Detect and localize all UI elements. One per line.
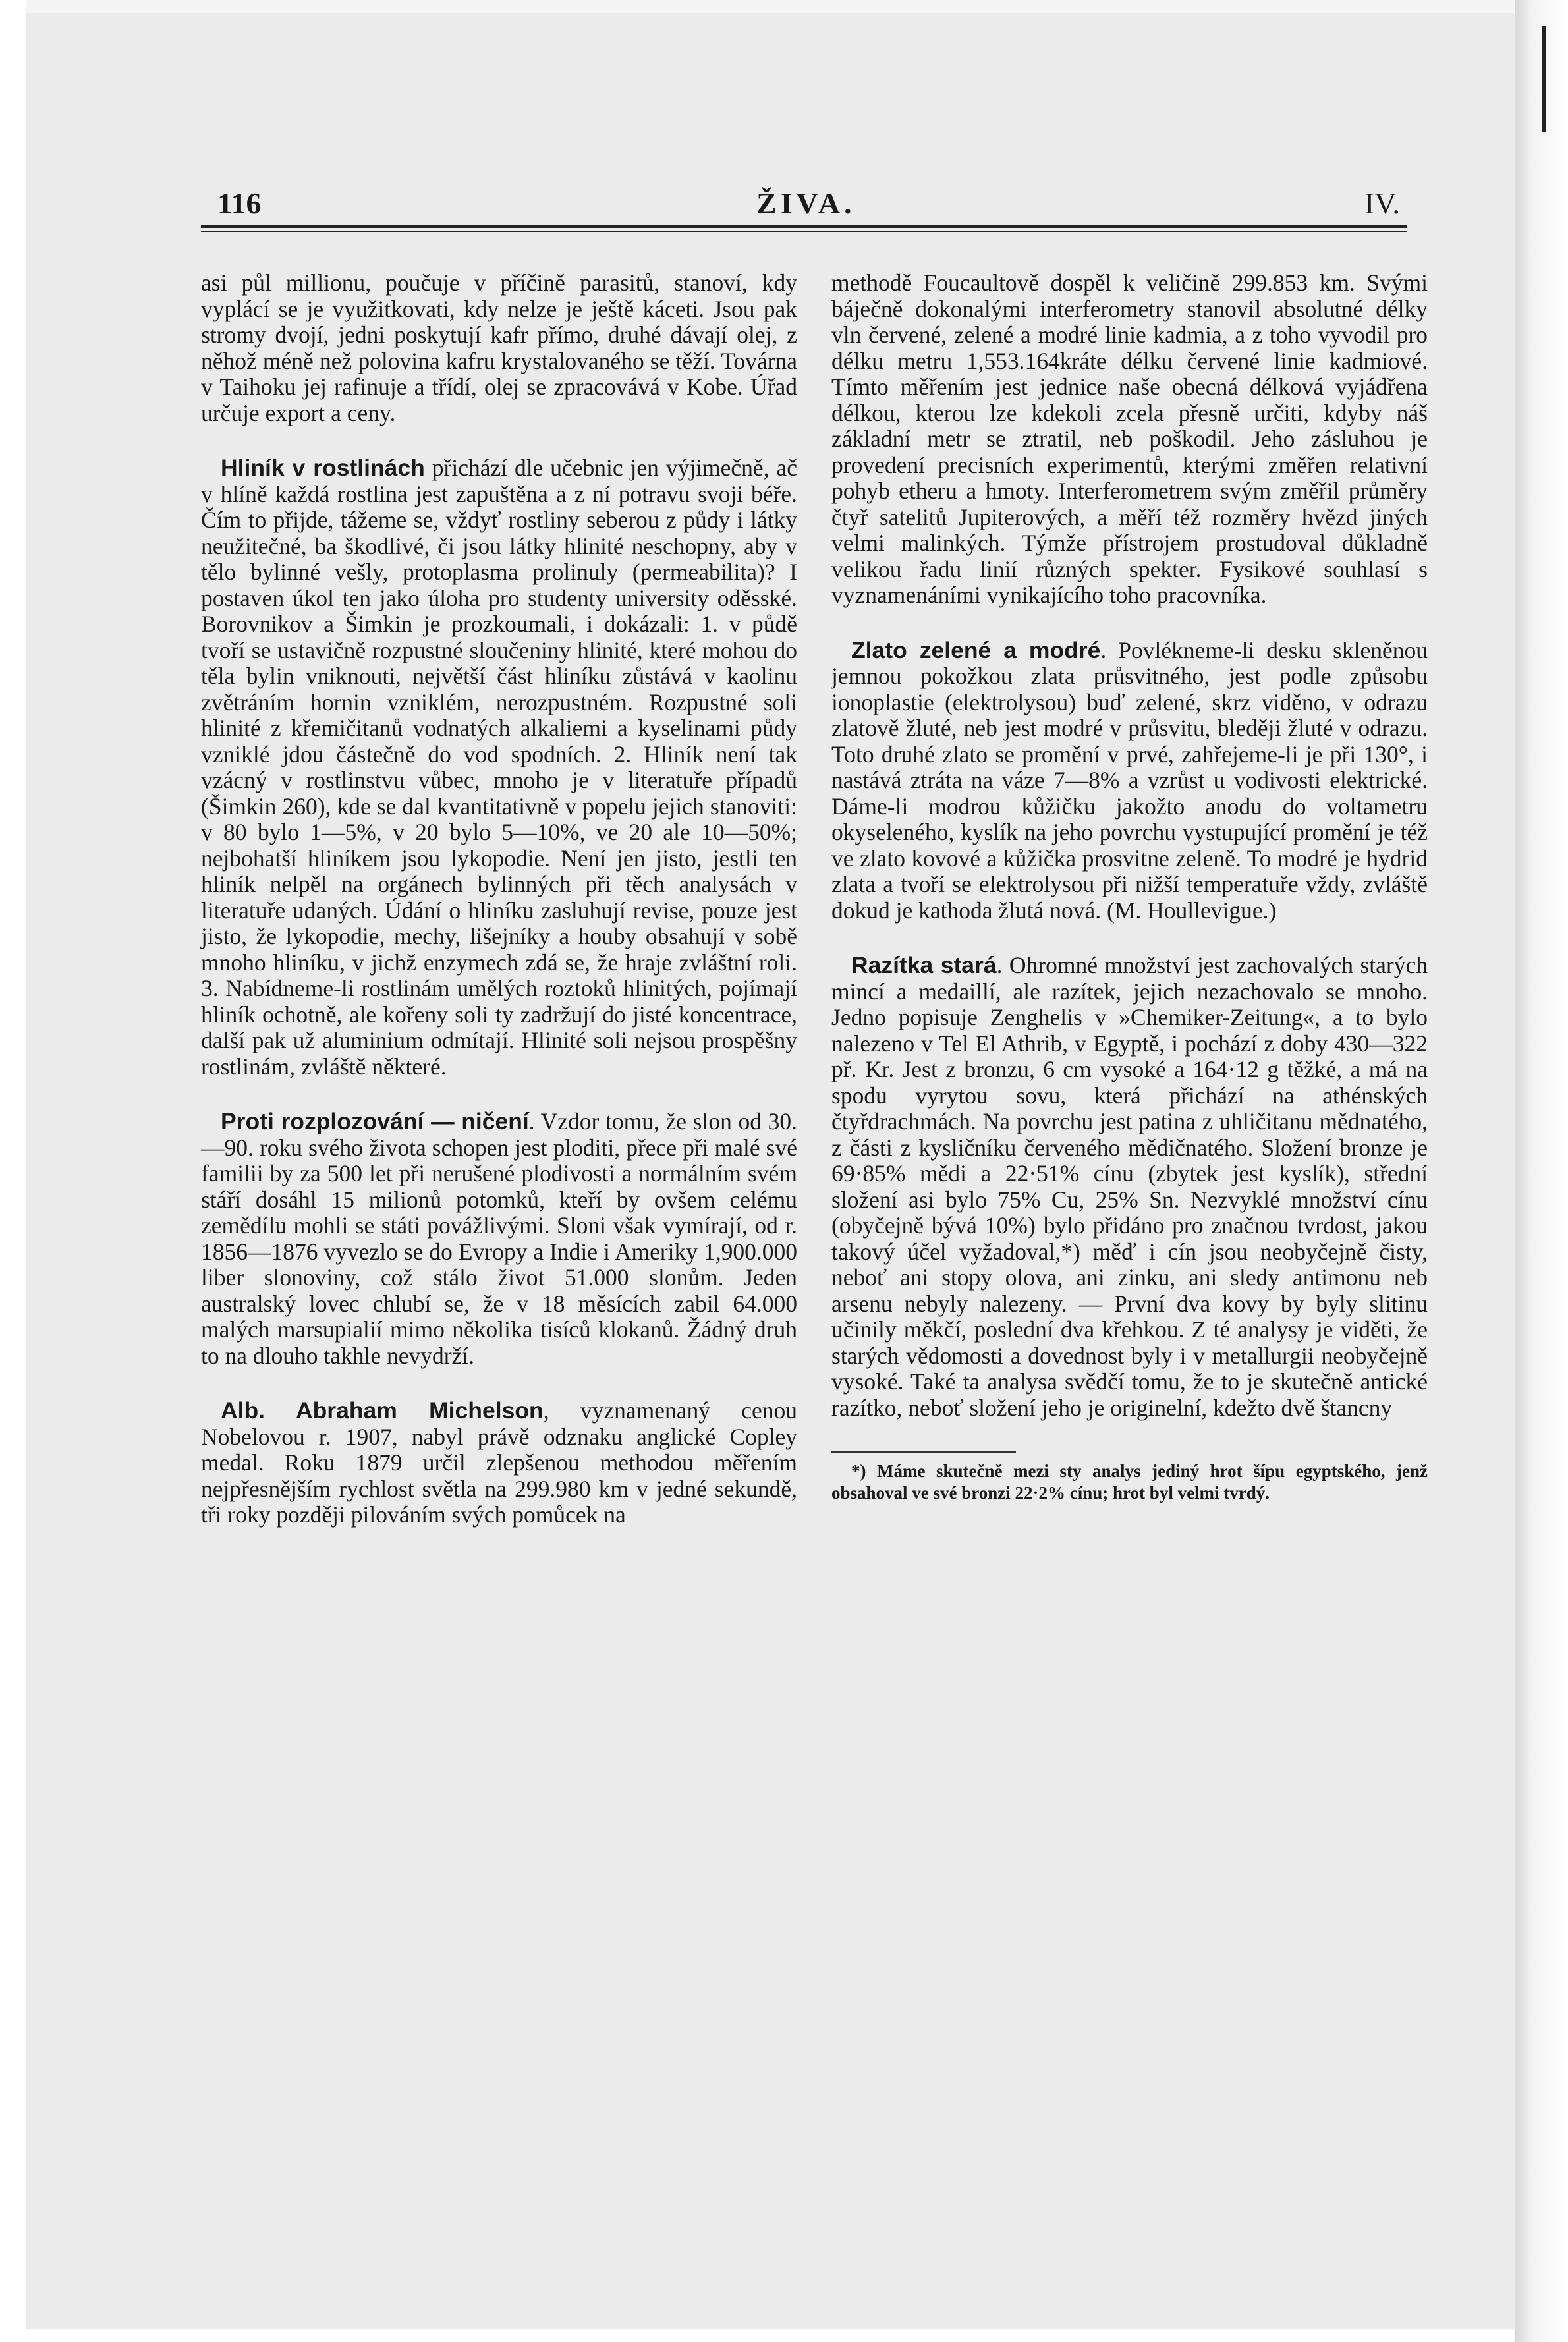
header-rule-thick <box>201 225 1407 228</box>
footnote-rule <box>831 1451 1016 1453</box>
article-green-blue-gold <box>831 638 1428 924</box>
article-michelson <box>201 1398 797 1528</box>
article-against-reproduction <box>201 1109 797 1369</box>
journal-title: ŽIVA. <box>756 186 856 220</box>
footnote: *) Máme skutečně mezi sty analys jediný hrot šípu egyptského, jenž obsahoval ve své bronzi 22·2% cínu; hrot byl velmi tvrdý. <box>831 1461 1428 1503</box>
article-heading: Zlato zelené a modré <box>851 636 1101 663</box>
page-number: 116 <box>217 186 262 220</box>
article-heading: Alb. Abraham Michelson <box>221 1397 544 1424</box>
michelson-continuation: methodě Foucaultově dospěl k veličině 299.853 km. Svými báječně dokonalými interferometry stanovil absolutné délky vln červené, zelené a modré linie kadmia, a z toho vyvodil pro délku metru 1,553.164kráte délku červené linie kadmiové. Tímto měřením jest jednice naše obecná délková vyjádřena délkou, kterou lze kdekoli zcela přesně určiti, kdyby náš základní metr se ztratil, neb poškodil. Jeho zásluhou je provedení precisních experimentů, kterými změřen relativní pohyb etheru a hmoty. Interferometrem svým změřil průměry čtyř satelitů Jupiterových, a měří též rozměry hvězd jiných velmi malinkých. Týmže přístrojem prostudoval důkladně velikou řadu linií různých spekter. Fysikové souhlasí s vyznamenáními vynikajícího toho pracovníka. <box>831 269 1428 608</box>
article-body: . Vzdor tomu, že slon od 30.—90. roku svého života schopen jest ploditi, přece při malé své familii by za 500 let při nerušené plodivosti a normálním svém stáří dosáhl 15 milionů potomků, kteří by ovšem celému zemědílu mohli se státi povážlivými. Sloni však vymírají, od r. 1856—1876 vyvezlo se do Evropy a Indie i Ameriky 1,900.000 liber slonoviny, což stálo život 51.000 slonům. Jeden australský lovec chlubí se, že v 18 měsících zabil 64.000 malých marsupialií mimo několika tisíců klokanů. Žádný druh to na dlouho takhle nevydrží. <box>201 1108 797 1369</box>
scan-edge-top <box>26 0 1515 13</box>
scan-edge-right <box>1515 0 1568 2342</box>
running-header <box>217 186 1400 225</box>
article-old-stamps <box>831 953 1428 1421</box>
article-heading: Hliník v rostlinách <box>221 455 425 481</box>
article-body: , vyznamenaný cenou Nobelovou r. 1907, nabyl právě odznaku anglické Copley medal. Roku 1879 určil zlepšenou methodou měřením nejpřesnějším rychlost světla na 299.980 km v jedné sekundě, tři roky později pilováním svých pomůcek na <box>201 1397 797 1528</box>
article-body: . Ohromné množství jest zachovalých starých mincí a medaillí, ale razítek, jejich nezachovalo se mnoho. Jedno popisuje Zenghelis v »Chemiker-Zeitung«, a to bylo nalezeno v Tel El Athrib, v Egyptě, i pochází z doby 430—322 př. Kr. Jest z bronzu, 6 cm vysoké a 164·12 g těžké, a má na spodu vyrytou sovu, která přichází na athénských čtyřdrachmách. Na povrchu jest patina z uhličitanu mědnatého, z části z kysličníku červeného mědičnatého. Složení bronze je 69·85% mědi a 22·51% cínu (zbytek jest kyslík), střední složení asi bylo 75% Cu, 25% Sn. Nezvyklé množství cínu (obyčejně bývá 10%) bylo přidáno pro značnou tvrdost, jakou takový účel vyžadoval,*) měď i cín jsou neobyčejně čisty, neboť ani stopy olova, ani zinku, ani sledy antimonu neb arsenu nebyly nalezeny. — První dva kovy by byly slitinu učinily měkčí, poslední dva křehkou. Z té analysy je viděti, že starých vědomosti a dovednost byly i v metallurgii neobyčejně vysoké. Také ta analysa svědčí tomu, že to je skutečně antické razítko, neboť složení jeho je originelní, kdežto dvě štancny <box>831 952 1428 1421</box>
article-body: . Povlékneme-li desku skleněnou jemnou pokožkou zlata průsvitného, jest podle způsobu ionoplastie (elektrolysou) buď zelené, skrz viděno, v odrazu zlatově žluté, neb jest modré v průsvitu, bleději žluté v odrazu. Toto druhé zlato se promění v prvé, zahřejeme-li je při 130°, i nastává ztráta na váze 7—8% a vzrůst u vodivosti elektrické. Dáme-li modrou kůžičku jakožto anodu do voltametru okyseleného, kyslík na jeho povrchu vystupující promění je též ve zlato kovové a kůžička prosvitne zeleně. To modré je hydrid zlata a tvoří se elektrolysou při nižší temperatuře vždy, zvláště dokud je kathoda žlutá nová. (M. Houllevigue.) <box>831 636 1428 924</box>
binding-mark <box>1542 26 1546 132</box>
header-rule-thin <box>201 231 1407 232</box>
article-aluminium-in-plants <box>201 455 797 1080</box>
right-column <box>831 270 1428 1504</box>
article-body: přichází dle učebnic jen výjimečně, ač v hlíně každá rostlina jest zapuštěna a z ní potravu svoji béře. Čím to přijde, tážeme se, vždyť rostliny seberou z půdy i látky neužitečné, ba škodlivé, či jsou látky hlinité neschopny, aby v tělo bylinné vešly, protoplasma prolinuly (permeabilita)? I postaven úkol ten jako úloha pro studenty university oděsské. Borovnikov a Šimkin je prozkoumali, i dokázali: 1. v půdě tvoří se ustavičně rozpustné sloučeniny hlinité, které mohou do těla bylin vniknouti, největší část hliníku zůstává v kaolinu zvětráním hornin vzniklém, nerozpustném. Rozpustné soli hlinité z křemičitanů vodnatých alkaliemi a kyselinami půdy vzniklé jdou částečně do vod spodních. 2. Hliník není tak vzácný v rostlinstvu vůbec, mnoho je v literatuře případů (Šimkin 260), kde se dal kvantitativně v popelu jejich stanoviti: v 80 bylo 1—5%, v 20 bylo 5—10%, ve 20 ale 10—50%; nejbohatší hliníkem jsou lykopodie. Není jen jisto, jestli ten hliník nelpěl na orgánech bylinných při těch analysách v literatuře udaných. Údání o hliníku zasluhují revise, pouze jest jisto, že lykopodie, mechy, lišejníky a houby obsahují v sobě mnoho hliníku, v jichž enzymech zdá se, že hraje zvláštní roli. 3. Nabídneme-li rostlinám umělých roztoků hlinitých, pojímají hliník ochotně, ale kořeny soli ty zadržují do jisté koncentrace, další pak už aluminium odmítají. Hlinité soli nejsou prospěšny rostlinám, zvláště některé. <box>201 455 797 1080</box>
camphor-continuation: asi půl millionu, poučuje v příčině parasitů, stanoví, kdy vyplácí se je využitkovati, kdy nelze je ještě káceti. Jsou pak stromy dvojí, jedni poskytují kafr přímo, druhé dávají olej, z něhož méně než polovina kafru krystalovaného se těží. Továrna v Taihoku jej rafinuje a třídí, olej se zpracovává v Kobe. Úřad určuje export a ceny. <box>201 269 797 426</box>
article-heading: Razítka stará <box>851 952 997 978</box>
volume-number: IV. <box>1364 186 1400 220</box>
left-column <box>201 270 797 1528</box>
article-heading: Proti rozplozování — ničení <box>221 1108 529 1134</box>
